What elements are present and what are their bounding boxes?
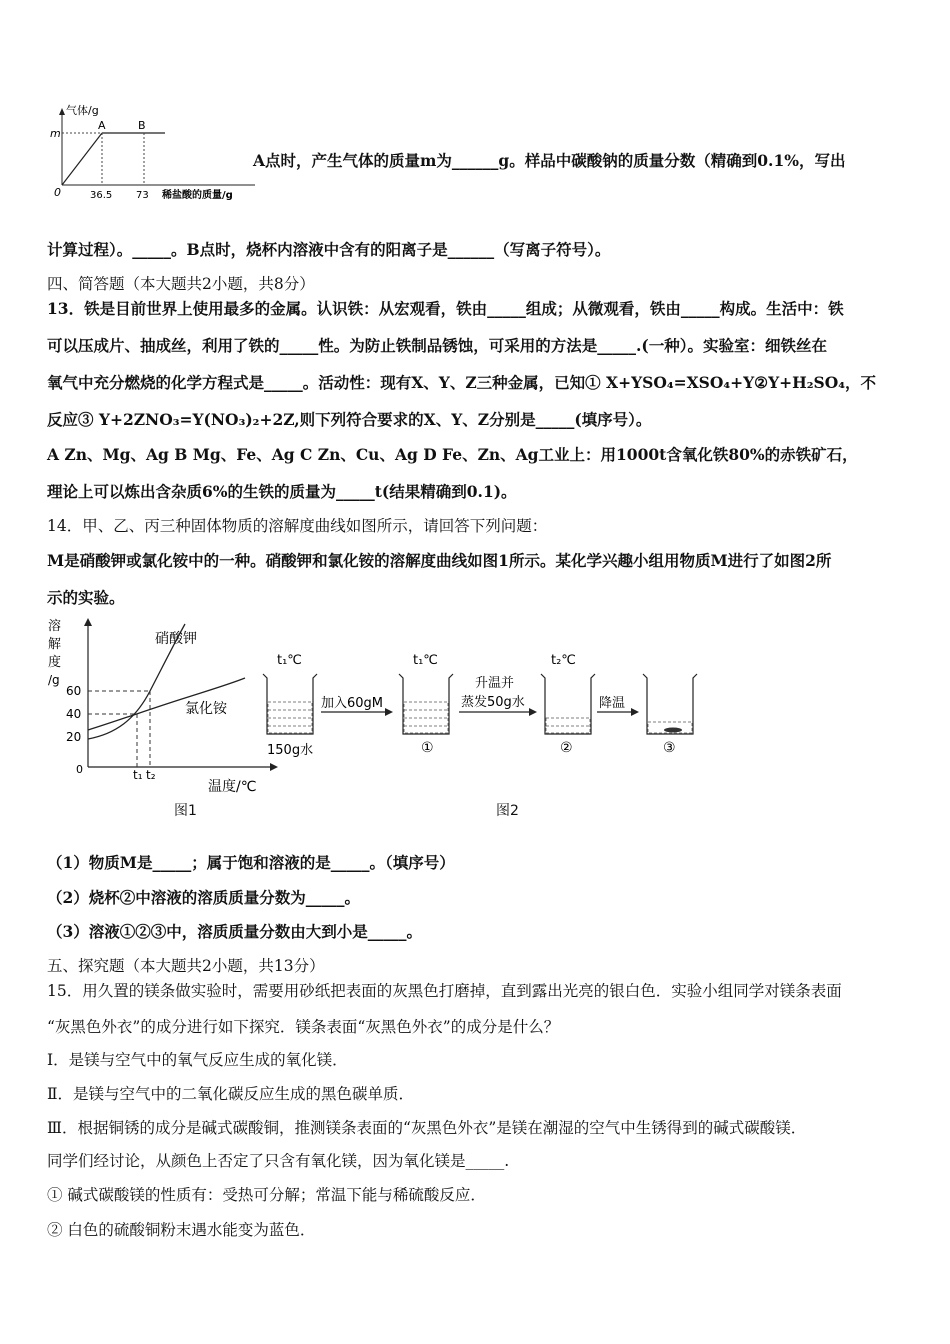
text-line-2: 计算过程）。_____。B点时，烧杯内溶液中含有的阳离子是______（写离子符号）。	[47, 240, 611, 259]
arrow2-label-2: 蒸发50g水	[461, 695, 525, 710]
discussion-line: 同学们经讨论，从颜色上否定了只含有氧化镁，因为氧化镁是_____.	[47, 1152, 510, 1170]
graph1-point-a: A	[98, 119, 106, 132]
beaker1-temp: t₁℃	[413, 653, 438, 668]
hypothesis-2: Ⅱ．是镁与空气中的二氧化碳反应生成的黑色碳单质．	[47, 1085, 415, 1103]
question-13-line-2: 可以压成片、抽成丝，利用了铁的_____性。为防止铁制品锈蚀，可采用的方法是_____.(一种）。实验室：细铁丝在	[47, 336, 827, 355]
graph1-tick1: 36.5	[90, 190, 113, 201]
hypothesis-1: Ⅰ．是镁与空气中的氧气反应生成的氧化镁．	[47, 1051, 348, 1069]
fig1-y-label-3: 度	[48, 655, 62, 670]
fig1-y-tick-20: 20	[66, 730, 82, 744]
fig1-y-label-4: /g	[48, 673, 60, 687]
info-item-1: ① 碱式碳酸镁的性质有：受热可分解；常温下能与稀硫酸反应．	[47, 1186, 486, 1204]
arrow1-label: 加入60gM	[321, 696, 384, 711]
fig1-y-tick-0: 0	[76, 763, 83, 776]
fig1-x-label: 温度/℃	[208, 779, 257, 795]
graph1-m-label: m	[50, 127, 61, 140]
fig1-y-tick-40: 40	[66, 707, 82, 721]
beaker0-temp: t₁℃	[277, 653, 302, 668]
fig1-t2: t₂	[146, 768, 156, 782]
question-13-options: A Zn、Mg、Ag B Mg、Fe、Ag C Zn、Cu、Ag D Fe、Zn、Ag工业上：用1000t含氧化铁80%的赤铁矿石，	[47, 445, 858, 464]
arrow3-label: 降温	[599, 696, 626, 711]
question-15-line-2: “灰黑色外衣”的成分进行如下探究．镁条表面“灰黑色外衣”的成分是什么？	[47, 1018, 560, 1036]
graph1-y-axis-label: 气体/g	[66, 104, 99, 117]
fig1-y-label-2: 解	[48, 637, 62, 652]
question-15-line-1: 15．用久置的镁条做实验时，需要用砂纸把表面的灰黑色打磨掉，直到露出光亮的银白色．实验小组同学对镁条表面	[47, 982, 842, 1000]
question-13-line-4: 反应③ Y+2ZNO₃=Y(NO₃)₂+2Z,则下列符合要求的X、Y、Z分别是_____(填序号）。	[47, 410, 652, 429]
graph1-tick2: 73	[136, 190, 149, 201]
solubility-curve-figure	[40, 612, 280, 798]
info-item-2: ② 白色的硫酸铜粉末遇水能变为蓝色．	[47, 1221, 316, 1239]
fig1-curve-nh4cl: 氯化铵	[185, 701, 227, 717]
question-13-line-1: 13．铁是目前世界上使用最多的金属。认识铁：从宏观看，铁由_____组成；从微观看，铁由_____构成。生活中：铁	[47, 299, 844, 318]
fig2-caption: 图2	[496, 803, 519, 819]
question-14-intro-2: 示的实验。	[47, 588, 125, 607]
beaker2-label: ②	[560, 740, 573, 756]
beaker1-label: ①	[421, 740, 434, 756]
fig1-y-label-1: 溶	[48, 619, 62, 634]
question-14-intro-1: M是硝酸钾或氯化铵中的一种。硝酸钾和氯化铵的溶解度曲线如图1所示。某化学兴趣小组用物质M进行了如图2所	[47, 551, 832, 570]
experiment-figure	[255, 646, 725, 766]
beaker3-label: ③	[663, 740, 676, 756]
question-13-line-3: 氧气中充分燃烧的化学方程式是_____。活动性：现有X、Y、Z三种金属，已知① X+YSO₄=XSO₄+Y②Y+H₂SO₄，不	[47, 373, 877, 392]
question-14-part-3: （3）溶液①②③中，溶质质量分数由大到小是_____。	[47, 922, 423, 941]
text-line-1: A点时，产生气体的质量m为______g。样品中碳酸钠的质量分数（精确到0.1%，写出	[253, 151, 846, 170]
beaker2-temp: t₂℃	[551, 653, 576, 668]
question-14-title: 14．甲、乙、丙三种固体物质的溶解度曲线如图所示，请回答下列问题：	[47, 517, 548, 535]
gas-mass-graph	[40, 100, 260, 210]
graph1-point-b: B	[138, 119, 146, 132]
fig1-curve-kno3: 硝酸钾	[155, 631, 197, 647]
fig1-caption: 图1	[174, 803, 197, 819]
fig1-t1: t₁	[133, 768, 143, 782]
section-heading-4: 四、简答题（本大题共2小题，共8分）	[47, 275, 315, 293]
section-heading-5: 五、探究题（本大题共2小题，共13分）	[47, 957, 325, 975]
question-13-line-6: 理论上可以炼出含杂质6%的生铁的质量为_____t(结果精确到0.1)。	[47, 482, 517, 501]
arrow2-label-1: 升温并	[475, 676, 515, 691]
graph1-x-axis-label: 稀盐酸的质量/g	[162, 190, 233, 201]
question-14-part-2: （2）烧杯②中溶液的溶质质量分数为_____。	[47, 888, 361, 907]
hypothesis-3: Ⅲ．根据铜锈的成分是碱式碳酸铜，推测镁条表面的“灰黑色外衣”是镁在潮湿的空气中生锈得到的碱式碳酸镁．	[47, 1119, 807, 1137]
fig1-y-tick-60: 60	[66, 684, 82, 698]
question-14-part-1: （1）物质M是_____；属于饱和溶液的是_____。（填序号）	[47, 853, 455, 872]
graph1-origin: 0	[54, 186, 61, 199]
beaker0-label: 150g水	[267, 743, 314, 758]
